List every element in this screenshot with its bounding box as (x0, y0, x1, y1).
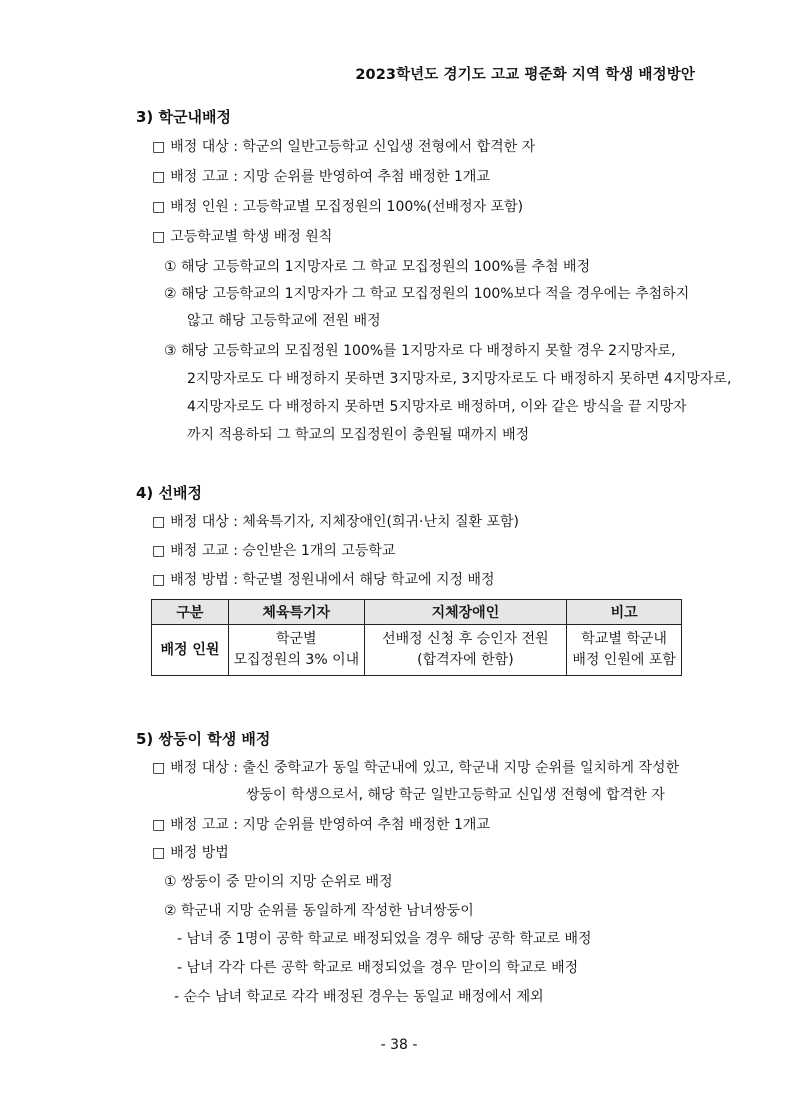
s5-detail-2: - 남녀 각각 다른 공학 학교로 배정되었을 경우 맏이의 학교로 배정 (177, 960, 579, 976)
s5-method-1: ① 쌍둥이 중 맏이의 지망 순위로 배정 (164, 874, 393, 890)
table-header-row (152, 600, 682, 625)
col-header-note: 비고 (567, 600, 682, 625)
s3-school-text: 배정 고교 : 지망 순위를 반영하여 추첨 배정한 1개교 (170, 169, 490, 185)
checkbox-bullet: □ (152, 845, 166, 861)
cell-note-line1: 학교별 학군내 (581, 631, 667, 647)
cell-athlete-line2: 모집정원의 3% 이내 (233, 652, 360, 668)
cell-disabled-line1: 선배정 신청 후 승인자 전원 (382, 631, 549, 647)
s3-rule-3a: ③ 해당 고등학교의 모집정원 100%를 1지망자로 다 배정하지 못할 경우 2지망자로, (164, 343, 676, 359)
table-row (152, 625, 682, 676)
s5-detail-3: - 순수 남녀 학교로 각각 배정된 경우는 동일교 배정에서 제외 (174, 989, 544, 1005)
s5-method-2: ② 학군내 지망 순위를 동일하게 작성한 남녀쌍둥이 (164, 903, 474, 919)
cell-athlete (228, 625, 364, 676)
s5-detail-1: - 남녀 중 1명이 공학 학교로 배정되었을 경우 해당 공학 학교로 배정 (177, 931, 592, 947)
checkbox-bullet: □ (152, 139, 166, 155)
page-header: 2023학년도 경기도 고교 평준화 지역 학생 배정방안 (355, 67, 695, 83)
s3-school (152, 166, 490, 186)
s5-method (152, 842, 229, 862)
cell-note (567, 625, 682, 676)
row-header-quota: 배정 인원 (152, 625, 229, 676)
checkbox-bullet: □ (152, 199, 166, 215)
s3-quota-text: 배정 인원 : 고등학교별 모집정원의 100%(선배정자 포함) (170, 199, 524, 215)
s3-rule-2b: 않고 해당 고등학교에 전원 배정 (187, 313, 381, 329)
col-header-athlete: 체육특기자 (228, 600, 364, 625)
s3-principle-text: 고등학교별 학생 배정 원칙 (170, 229, 333, 245)
s4-target (152, 511, 519, 531)
s3-rule-3d: 까지 적용하되 그 학교의 모집정원이 충원될 때까지 배정 (187, 427, 530, 443)
s4-school-text: 배정 고교 : 승인받은 1개의 고등학교 (170, 543, 396, 559)
cell-disabled (364, 625, 567, 676)
s3-rule-2a: ② 해당 고등학교의 1지망자가 그 학교 모집정원의 100%보다 적을 경우에는 추첨하지 (164, 286, 690, 302)
checkbox-bullet: □ (152, 169, 166, 185)
section-5-title: 5) 쌍둥이 학생 배정 (136, 730, 271, 748)
s5-target-text: 배정 대상 : 출신 중학교가 동일 학군내에 있고, 학군내 지망 순위를 일치하게 작성한 (170, 760, 680, 776)
s4-school (152, 540, 395, 560)
cell-athlete-line1: 학군별 (275, 631, 317, 647)
s5-target-b: 쌍둥이 학생으로서, 해당 학군 일반고등학교 신입생 전형에 합격한 자 (246, 787, 665, 803)
s3-target (152, 136, 535, 156)
preassignment-table (151, 599, 682, 676)
s3-rule-3b: 2지망자로도 다 배정하지 못하면 3지망자로, 3지망자로도 다 배정하지 못하면 4지망자로, (187, 371, 732, 387)
s3-target-text: 배정 대상 : 학군의 일반고등학교 신입생 전형에서 합격한 자 (170, 139, 536, 155)
checkbox-bullet: □ (152, 760, 166, 776)
section-3-title: 3) 학군내배정 (136, 108, 231, 126)
s3-rule-3c: 4지망자로도 다 배정하지 못하면 5지망자로 배정하며, 이와 같은 방식을 끝 지망자 (187, 399, 687, 415)
s3-quota (152, 196, 523, 216)
cell-disabled-line2: (합격자에 한함) (417, 652, 514, 668)
checkbox-bullet: □ (152, 543, 166, 559)
s4-method (152, 569, 495, 589)
s5-school-text: 배정 고교 : 지망 순위를 반영하여 추첨 배정한 1개교 (170, 817, 490, 833)
col-header-disabled: 지체장애인 (364, 600, 567, 625)
s5-method-text: 배정 방법 (170, 845, 229, 861)
s5-target-a (152, 757, 679, 777)
s4-target-text: 배정 대상 : 체육특기자, 지체장애인(희귀·난치 질환 포함) (170, 514, 520, 530)
checkbox-bullet: □ (152, 229, 166, 245)
checkbox-bullet: □ (152, 514, 166, 530)
s5-school (152, 814, 490, 834)
cell-note-line2: 배정 인원에 포함 (572, 652, 676, 668)
s3-rule-1: ① 해당 고등학교의 1지망자로 그 학교 모집정원의 100%를 추첨 배정 (164, 259, 591, 275)
s3-principle (152, 226, 332, 246)
checkbox-bullet: □ (152, 572, 166, 588)
checkbox-bullet: □ (152, 817, 166, 833)
col-header-category: 구분 (152, 600, 229, 625)
section-4-title: 4) 선배정 (136, 484, 202, 502)
page-number: - 38 - (380, 1037, 418, 1053)
s4-method-text: 배정 방법 : 학군별 정원내에서 해당 학교에 지정 배정 (170, 572, 495, 588)
